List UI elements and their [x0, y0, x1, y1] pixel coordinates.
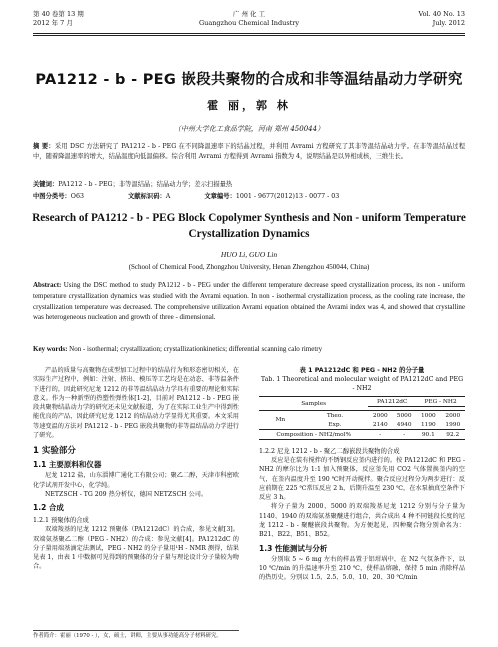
header-volume-en: Vol. 40 No. 13 — [418, 10, 465, 18]
author-footnote: 作者简介：霍丽（1970 - ），女，硕士，讲师，主要从事功能高分子材料研究。 — [33, 630, 239, 640]
table-1-caption-cn: 表 1 PA1212dC 和 PEG - NH2 的分子量 — [299, 367, 425, 374]
affiliation-cn: （中州大学化工食品学院，河南 郑州 450044） — [173, 125, 325, 133]
authors-cn: 霍 丽，郭 林 — [207, 99, 291, 112]
table-1 — [259, 396, 465, 440]
table-cell: 92.2 — [441, 430, 465, 440]
testing-paragraph: 分别取 5 ~ 6 mg 左右的样品置于铝坩埚中，在 N2 气氛条件下，以 10 ℃/min 的升温速率升至 210 ℃，使样品熔融，保持 5 min 消除样品的热历史。分别以 1.5、2.5、5.0、10、20、30 ℃/min — [259, 555, 465, 582]
header-center — [33, 10, 465, 28]
header-rule-thin — [33, 35, 465, 36]
keywords-en-label: Key words: — [33, 345, 68, 353]
header-date-cn: 2012 年 7 月 — [33, 19, 73, 27]
table-cell: 2000 — [368, 411, 392, 421]
table-head-samples: Samples — [259, 397, 368, 411]
clc-value: O63 — [70, 193, 84, 200]
article-id-value: 1001 - 9677(2012)13 - 0077 - 03 — [235, 193, 340, 200]
classification-cn — [33, 192, 465, 202]
header-right — [419, 10, 465, 28]
header-journal-en: Guangzhou Chemical Industry — [198, 19, 300, 27]
table-cell: - — [368, 430, 392, 440]
running-header — [33, 10, 465, 32]
body-right-column — [259, 366, 465, 583]
abstract-en-text: Using the DSC method to study PA1212 - b - PEG under the different temperature decrease speed crystallization process, its non - uniform temperature crystallization dynamics was studied with the Avrami equation. In non - isothermal crystallization process, as the cooling rate increase, the crystallization temperature was decreased. The comprehensive utilization Avrami equation obtained the Avrami index was 4, and showed that crystalline was heterogeneous nucleation and growth of three - dimensional. — [33, 281, 466, 322]
table-cell: - — [392, 430, 416, 440]
keywords-cn-text: PA1212 - b - PEG；非等温结晶；结晶动力学；差示扫描量热 — [58, 181, 233, 188]
table-row-exp: Exp. — [328, 421, 342, 428]
table-cell: 1190 — [420, 421, 436, 428]
table-row-theo: Theo. — [302, 411, 369, 421]
header-date-en: July. 2012 — [432, 19, 465, 27]
synthesis-paragraph: 反应是在装有搅拌的不锈钢反应釜内进行的。按 PA1212dC 和 PEG - NH2 的摩尔比为 1:1 加入预聚体，反应釜先用 CO2 气体置换釜内的空气，在釜内温度升至 190 ℃时开动搅拌。聚合反应过程分为两步进行：反应前期在 225 ℃常压反应 2 h，后期升温至 230 ℃，在水泵抽真空条件下反应 3 h。 — [259, 457, 465, 502]
authors-en: HUO Li, GUO Lin — [220, 250, 278, 259]
body-left-column — [33, 366, 239, 572]
keywords-cn — [33, 180, 465, 190]
abstract-cn — [33, 142, 465, 161]
prepolymer-paragraph: 双端羧基的尼龙 1212 预聚体（PA1212dC）的合成，参见文献[3]。双端氨基聚乙二醇（PEG - NH2）的合成：参见文献[4]。PA1212dC 的分子量用端基滴定法测试，PEG - NH2 的分子量用¹H - NMR 测得，结果见表 1，由表 1 中数据可见得到的预聚体的分子量与理论设计分子量较为吻合。 — [33, 526, 239, 571]
table-head-peg-nh2: PEG - NH2 — [416, 397, 465, 407]
doc-code-value: A — [165, 193, 171, 200]
section-1-2-heading: 1.2 合成 — [33, 503, 64, 513]
doc-code-label: 文献标识码： — [128, 193, 166, 200]
keywords-en-text: Non - isothermal; crystallization; crystallizationkinetics; differential scanning calo rimetry — [69, 345, 323, 353]
intro-paragraph: 产品的质量与高聚物在成型加工过程中的结晶行为和形态密切相关，在实际生产过程中，例如：注射、挤出、模压等工艺均是在动态、非等温条件下进行的，因此研究尼龙 1212 的非等温结晶动力学具有重要的理论和实际意义。作为一种新型的热塑性弹性体[1-2]，目前对 PA1212 - b - PEG 嵌段共聚物结晶动力学的研究还未见文献报道，为了在实际工业生产中得到性能优良的产品，因此研究尼龙 1212 的结晶动力学显得尤其重要。本文采用等速变温的方法对 PA1212 - b - PEG 嵌段共聚物的非等温结晶动力学进行了研究。 — [33, 367, 239, 440]
header-rule — [33, 33, 465, 34]
table-head-pa1212dc: PA1212dC — [368, 397, 416, 407]
header-volume: 第 40 卷第 13 期 — [33, 10, 84, 18]
table-cell: 90.1 — [416, 430, 440, 440]
table-cell: 1990 — [445, 421, 461, 428]
affiliation-en: (School of Chemical Food, Zhongzhou University, Henan Zhengzhou 450044, China) — [128, 263, 370, 271]
table-cell: 2000 — [441, 411, 465, 421]
keywords-cn-label: 关键词： — [33, 181, 59, 188]
section-1-heading: 1 实验部分 — [33, 446, 76, 457]
header-journal-cn: 广 州 化 工 — [232, 10, 266, 18]
table-cell: 1000 — [416, 411, 440, 421]
materials-paragraph: 尼龙 1212 盐，山东淄博广通化工有限公司；聚乙二醇，天津市科密欧化学试剂开发中心，化学纯。 — [33, 472, 239, 489]
section-1-2-1-heading: 1.2.1 预聚体的合成 — [33, 517, 89, 525]
abstract-en — [33, 280, 465, 323]
samples-paragraph: 将分子量为 2000、5000 的双端羧基尼龙 1212 分别与分子量为 1140、1940 的双端氨基聚醚进行组合，共合成出 4 种不同链段长度的尼龙 1212 - b - 聚醚嵌段共聚物。为方便起见，四种聚合物分别命名为：B21、B22、B51、B52。 — [259, 503, 465, 539]
keywords-en — [33, 344, 465, 355]
abstract-cn-text: 采用 DSC 方法研究了 PA1212 - b - PEG 在不同降温速率下的结晶过程，并利用 Avrami 方程研究了其非等温结晶动力学。在非等温结晶过程中，随着降温速率的增大，结晶温度向低温偏移。综合利用 Avrami 方程得到 Avrami 指数为 4，说明结晶是以异相成核，三维生长。 — [33, 143, 465, 160]
section-1-3-heading: 1.3 性能测试与分析 — [259, 543, 328, 553]
table-row-mn: Mn — [259, 411, 302, 430]
table-cell: 4940 — [396, 421, 412, 428]
table-1-caption-en: Tab. 1 Theoretical and molecular weight of PA1212dC and PEG - NH2 — [260, 376, 464, 392]
paper-title-cn: PA1212 - b - PEG 嵌段共聚物的合成和非等温结晶动力学研究 — [35, 72, 463, 88]
table-cell: 5000 — [392, 411, 416, 421]
instruments-paragraph: NETZSCH - TG 209 热分析仪，德国 NETZSCH 公司。 — [45, 490, 208, 498]
table-row-composition: Composition - NH2/mol% — [259, 430, 368, 440]
section-1-1-heading: 1.1 主要原料和仪器 — [33, 460, 102, 470]
table-cell: 2140 — [372, 421, 388, 428]
abstract-cn-label: 摘 要： — [33, 143, 55, 150]
paper-title-en: Research of PA1212 - b - PEG Block Copolymer Synthesis and Non - uniform Temperature Crystallization Dynamics — [32, 212, 466, 240]
section-1-2-2-heading: 1.2.2 尼龙 1212 - b - 聚乙二醇嵌段共聚物的合成 — [259, 448, 400, 455]
article-id-label: 文章编号： — [204, 193, 236, 200]
abstract-en-label: Abstract: — [33, 281, 62, 289]
clc-label: 中图分类号： — [33, 193, 71, 200]
